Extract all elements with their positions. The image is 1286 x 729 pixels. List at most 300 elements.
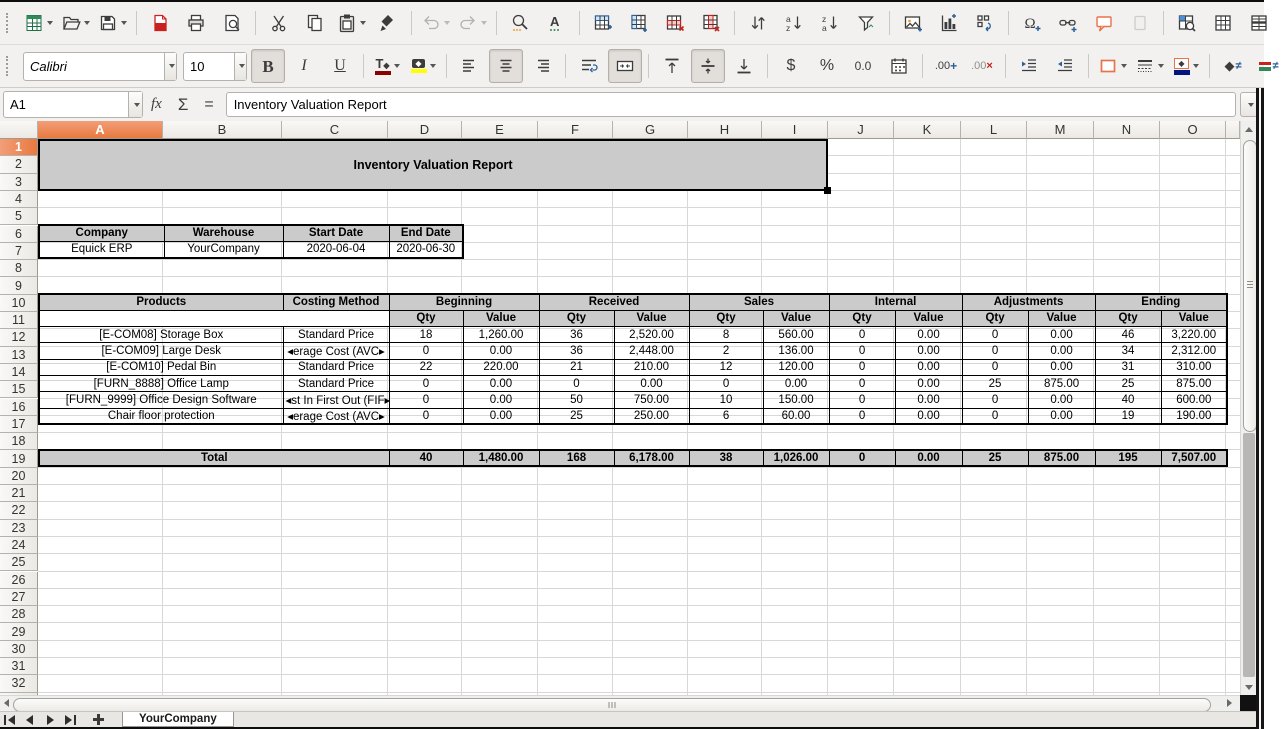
cell-value[interactable]: 21 <box>539 359 614 375</box>
merge-cells-button[interactable] <box>608 49 642 83</box>
cell[interactable]: Warehouse <box>164 225 283 241</box>
cell-costing-method[interactable]: Standard Price <box>283 375 389 391</box>
column-header-H[interactable]: H <box>688 121 762 139</box>
sub-header-cell[interactable]: Qty <box>539 310 614 326</box>
cell-value[interactable]: 46 <box>1095 327 1161 343</box>
cell-value[interactable]: 0 <box>829 375 895 391</box>
row-header-7[interactable]: 7 <box>0 243 38 260</box>
row-header-22[interactable]: 22 <box>0 502 38 519</box>
cell-value[interactable]: 310.00 <box>1161 359 1227 375</box>
font-size-combo[interactable] <box>183 52 247 81</box>
row-header-2[interactable]: 2 <box>0 156 38 173</box>
row-header-23[interactable]: 23 <box>0 520 38 537</box>
align-right-button[interactable] <box>525 49 559 83</box>
cell-value[interactable]: 875.00 <box>1028 375 1095 391</box>
selection-handle[interactable] <box>824 187 831 194</box>
grid-line <box>38 571 1240 572</box>
sort-button[interactable] <box>741 6 775 40</box>
cell-value[interactable]: 0 <box>539 375 614 391</box>
cell-value[interactable]: 2,448.00 <box>614 343 689 359</box>
grid-line <box>38 501 1240 502</box>
merged-title-cell[interactable]: Inventory Valuation Report <box>38 139 828 191</box>
row-header-16[interactable]: 16 <box>0 399 38 416</box>
font-color-button[interactable] <box>370 49 404 83</box>
insert-pivot-table-button[interactable] <box>968 6 1002 40</box>
insert-comment-button[interactable] <box>1087 6 1121 40</box>
open-button[interactable] <box>58 6 93 40</box>
row-header-6[interactable]: 6 <box>0 226 38 243</box>
cell-value[interactable]: 0 <box>389 392 463 408</box>
row-header-15[interactable]: 15 <box>0 381 38 398</box>
insert-column-button[interactable] <box>622 6 656 40</box>
cell-costing-method[interactable]: ◂st In First Out (FIF▸ <box>283 392 389 408</box>
cell-value[interactable]: 136.00 <box>763 343 829 359</box>
cell-value[interactable]: 0.00 <box>895 327 962 343</box>
cell-value[interactable]: 0 <box>962 327 1028 343</box>
row-header-32[interactable]: 32 <box>0 675 38 692</box>
number-format-button[interactable] <box>846 49 880 83</box>
row-header-9[interactable]: 9 <box>0 277 38 294</box>
cell-value[interactable]: 0 <box>829 408 895 424</box>
function-wizard-icon[interactable]: fx <box>151 96 162 112</box>
center-vertically-button[interactable] <box>691 49 725 83</box>
date-format-button[interactable] <box>882 49 916 83</box>
name-box[interactable] <box>3 91 143 118</box>
cell-value[interactable]: 750.00 <box>614 392 689 408</box>
column-header-M[interactable]: M <box>1027 121 1094 139</box>
column-header-K[interactable]: K <box>894 121 961 139</box>
cell-value[interactable]: 19 <box>1095 408 1161 424</box>
sub-header-cell[interactable]: Value <box>763 310 829 326</box>
cell-value[interactable]: 0.00 <box>1028 343 1095 359</box>
align-left-button[interactable] <box>453 49 487 83</box>
cell-product[interactable]: [E-COM09] Large Desk <box>39 343 283 359</box>
chevron-down-icon[interactable] <box>481 21 487 25</box>
borders-button[interactable] <box>1095 49 1130 83</box>
font-name-dropdown[interactable] <box>164 53 176 80</box>
sub-header-cell[interactable]: Value <box>463 310 539 326</box>
first-sheet-button[interactable] <box>0 712 20 727</box>
column-header-O[interactable]: O <box>1160 121 1226 139</box>
cell-product[interactable]: [FURN_9999] Office Design Software <box>39 392 283 408</box>
sum-icon[interactable]: Σ <box>177 94 189 114</box>
cell-total-value[interactable]: 875.00 <box>1028 450 1095 466</box>
horizontal-scrollbar[interactable] <box>0 695 1240 711</box>
scroll-down-button[interactable] <box>1242 679 1256 695</box>
column-header-G[interactable]: G <box>613 121 688 139</box>
freeze-panes-button[interactable] <box>1206 6 1240 40</box>
column-header-J[interactable]: J <box>828 121 894 139</box>
scroll-left-button[interactable] <box>0 696 12 710</box>
column-header-L[interactable]: L <box>961 121 1027 139</box>
row-header-21[interactable]: 21 <box>0 485 38 502</box>
border-style-button[interactable] <box>1132 49 1167 83</box>
conditional-format-button[interactable] <box>1252 49 1286 83</box>
cell-value[interactable]: 0.00 <box>463 408 539 424</box>
cell-total-value[interactable]: 168 <box>539 450 614 466</box>
cell-value[interactable]: 3,220.00 <box>1161 327 1227 343</box>
row-header-3[interactable]: 3 <box>0 174 38 191</box>
cell-value[interactable]: 0 <box>389 375 463 391</box>
cell-total-value[interactable]: 25 <box>962 450 1028 466</box>
print-icon <box>186 13 206 33</box>
group-header-cell[interactable]: Products <box>39 294 283 310</box>
next-sheet-button[interactable] <box>40 712 60 727</box>
row-header-19[interactable]: 19 <box>0 450 38 467</box>
cell-value[interactable]: 0 <box>962 359 1028 375</box>
wrap-text-icon <box>579 56 599 76</box>
highlight-color-button[interactable] <box>406 49 440 83</box>
sort-ascending-button[interactable] <box>777 6 811 40</box>
column-header-A[interactable]: A <box>38 121 163 139</box>
group-header-cell[interactable]: Internal <box>829 294 962 310</box>
cell[interactable]: Equick ERP <box>39 241 164 257</box>
cell-product[interactable]: [E-COM10] Pedal Bin <box>39 359 283 375</box>
horizontal-scroll-thumb[interactable] <box>13 698 1211 712</box>
cell-total-value[interactable]: 195 <box>1095 450 1161 466</box>
select-all-corner[interactable] <box>0 121 38 139</box>
sub-header-cell[interactable]: Qty <box>689 310 763 326</box>
chevron-down-icon[interactable] <box>47 21 53 25</box>
cell-value[interactable]: 1,260.00 <box>463 327 539 343</box>
cell-product[interactable]: [FURN_8888] Office Lamp <box>39 375 283 391</box>
chevron-down-icon[interactable] <box>430 64 436 68</box>
sub-header-cell[interactable]: Value <box>1028 310 1095 326</box>
chevron-down-icon[interactable] <box>121 21 127 25</box>
add-decimal-button[interactable] <box>929 49 963 83</box>
report-table <box>38 293 1228 425</box>
cell-value[interactable]: 120.00 <box>763 359 829 375</box>
cell-total-value[interactable]: 0.00 <box>895 450 962 466</box>
row-header-24[interactable]: 24 <box>0 537 38 554</box>
new-spreadsheet-icon <box>24 13 44 33</box>
cell-value[interactable]: 600.00 <box>1161 392 1227 408</box>
row-header-25[interactable]: 25 <box>0 554 38 571</box>
cell-costing-method[interactable]: Standard Price <box>283 359 389 375</box>
paste-button[interactable] <box>334 6 369 40</box>
cell-value[interactable]: 40 <box>1095 392 1161 408</box>
row-header-20[interactable]: 20 <box>0 468 38 485</box>
cell-value[interactable]: 0.00 <box>614 375 689 391</box>
find-replace-button[interactable] <box>503 6 537 40</box>
background-color-button[interactable] <box>1169 49 1203 83</box>
cell-value[interactable]: 2 <box>689 343 763 359</box>
equals-icon[interactable]: = <box>204 95 214 113</box>
toolbar-separator <box>363 54 364 78</box>
autofilter-button[interactable] <box>849 6 883 40</box>
cell-total-value[interactable]: 38 <box>689 450 763 466</box>
chevron-down-icon[interactable] <box>394 64 400 68</box>
toolbar-grip-handle[interactable] <box>6 13 15 33</box>
cell-value[interactable]: 34 <box>1095 343 1161 359</box>
cell-value[interactable]: 0.00 <box>1028 392 1095 408</box>
cell-value[interactable]: 10 <box>689 392 763 408</box>
vertical-scroll-track[interactable] <box>1243 433 1255 677</box>
row-header-30[interactable]: 30 <box>0 641 38 658</box>
cell-value[interactable]: 0 <box>829 392 895 408</box>
special-character-button[interactable] <box>1015 6 1049 40</box>
grid-line <box>38 674 1240 675</box>
decrease-indent-button[interactable] <box>1048 49 1082 83</box>
cell-costing-method[interactable]: ◂erage Cost (AVC▸ <box>283 408 389 424</box>
cell-value[interactable]: 2,520.00 <box>614 327 689 343</box>
cell-value[interactable]: 22 <box>389 359 463 375</box>
cell-value[interactable]: 36 <box>539 327 614 343</box>
show-draw-functions-button[interactable] <box>1123 6 1157 40</box>
cell[interactable]: 2020-06-04 <box>283 241 389 257</box>
row-header-10[interactable]: 10 <box>0 295 38 312</box>
row-header-29[interactable]: 29 <box>0 623 38 640</box>
insert-image-button[interactable] <box>896 6 930 40</box>
cell[interactable]: End Date <box>389 225 463 241</box>
currency-button[interactable] <box>774 49 808 83</box>
cell[interactable]: YourCompany <box>164 241 283 257</box>
save-button[interactable] <box>95 6 130 40</box>
undo-button[interactable] <box>418 6 453 40</box>
column-header-partial[interactable] <box>1226 121 1240 139</box>
sort-descending-button[interactable] <box>813 6 847 40</box>
cell-value[interactable]: 0.00 <box>895 408 962 424</box>
chevron-down-icon[interactable] <box>444 21 450 25</box>
cell-value[interactable]: 0.00 <box>463 392 539 408</box>
delete-row-button[interactable] <box>658 6 692 40</box>
column-header-F[interactable]: F <box>538 121 613 139</box>
cell-reference-input[interactable] <box>4 92 128 117</box>
cell-value[interactable]: 0.00 <box>763 375 829 391</box>
cell-value[interactable]: 0 <box>829 359 895 375</box>
copy-button[interactable] <box>298 6 332 40</box>
toolbar-separator <box>411 11 412 35</box>
cell-value[interactable]: 0 <box>829 343 895 359</box>
vertical-scroll-thumb[interactable] <box>1243 140 1257 432</box>
column-header-E[interactable]: E <box>462 121 538 139</box>
cut-button[interactable] <box>262 6 296 40</box>
cell-value[interactable]: 0.00 <box>895 359 962 375</box>
cell[interactable]: Company <box>39 225 164 241</box>
cell-total-label[interactable]: Total <box>39 450 389 466</box>
row-header-13[interactable]: 13 <box>0 347 38 364</box>
delete-decimal-button[interactable] <box>965 49 999 83</box>
group-header-cell[interactable]: Costing Method <box>283 294 389 310</box>
cell-value[interactable]: 0.00 <box>1028 359 1095 375</box>
vertical-scrollbar[interactable] <box>1240 121 1256 695</box>
insert-chart-button[interactable] <box>932 6 966 40</box>
sub-header-cell[interactable]: Value <box>1161 310 1227 326</box>
cell-value[interactable]: 8 <box>689 327 763 343</box>
toolbar-separator <box>922 54 923 78</box>
last-sheet-button[interactable] <box>60 712 80 727</box>
chevron-down-icon[interactable] <box>1158 64 1164 68</box>
chevron-down-icon[interactable] <box>360 21 366 25</box>
cell-value[interactable]: 25 <box>539 408 614 424</box>
font-size-dropdown[interactable] <box>234 53 246 80</box>
row-header-5[interactable]: 5 <box>0 208 38 225</box>
cell-value[interactable]: 18 <box>389 327 463 343</box>
cell-value[interactable]: 0.00 <box>463 375 539 391</box>
delete-column-icon <box>701 13 721 33</box>
column-header-B[interactable]: B <box>163 121 282 139</box>
cell-value[interactable]: 0 <box>962 408 1028 424</box>
align-bottom-button[interactable] <box>727 49 761 83</box>
cell-value[interactable]: 0 <box>389 343 463 359</box>
svg-text:a: a <box>786 14 791 24</box>
redo-button[interactable] <box>455 6 490 40</box>
arrow-up-icon <box>1245 127 1253 132</box>
group-header-cell[interactable]: Beginning <box>389 294 539 310</box>
clone-formatting-icon <box>378 13 398 33</box>
cell-value[interactable]: 210.00 <box>614 359 689 375</box>
row-header-27[interactable]: 27 <box>0 589 38 606</box>
italic-button[interactable] <box>287 49 321 83</box>
print-area-button[interactable] <box>1170 6 1204 40</box>
print-button[interactable] <box>179 6 213 40</box>
formula-bar <box>0 88 1264 122</box>
cell[interactable]: Start Date <box>283 225 389 241</box>
font-size-input[interactable] <box>184 53 234 80</box>
cell-value[interactable]: 0.00 <box>895 375 962 391</box>
spreadsheet-grid[interactable] <box>0 121 1240 695</box>
background-color-icon: ◆ <box>1174 58 1190 75</box>
chevron-down-icon <box>169 64 175 68</box>
cell-product[interactable]: [E-COM08] Storage Box <box>39 327 283 343</box>
clone-formatting-button[interactable] <box>371 6 405 40</box>
font-name-combo[interactable] <box>23 52 177 81</box>
sub-header-cell[interactable]: Qty <box>389 310 463 326</box>
cell-value[interactable]: 0.00 <box>895 392 962 408</box>
underline-button[interactable] <box>323 49 357 83</box>
row-header-11[interactable]: 11 <box>0 312 38 329</box>
column-header-D[interactable]: D <box>388 121 462 139</box>
sub-header-cell[interactable]: Qty <box>962 310 1028 326</box>
chevron-down-icon[interactable] <box>84 21 90 25</box>
row-header-18[interactable]: 18 <box>0 433 38 450</box>
row-header-26[interactable]: 26 <box>0 572 38 589</box>
spelling-icon <box>546 13 566 33</box>
row-header-12[interactable]: 12 <box>0 329 38 346</box>
name-box-dropdown[interactable] <box>128 92 142 117</box>
cell-value[interactable]: 875.00 <box>1161 375 1227 391</box>
cell-value[interactable]: 0.00 <box>1028 327 1095 343</box>
cell-total-value[interactable]: 1,026.00 <box>763 450 829 466</box>
cell-value[interactable]: 220.00 <box>463 359 539 375</box>
increase-indent-button[interactable] <box>1012 49 1046 83</box>
print-preview-button[interactable] <box>215 6 249 40</box>
insert-row-button[interactable] <box>586 6 620 40</box>
cell-total-value[interactable]: 1,480.00 <box>463 450 539 466</box>
grid-line <box>38 692 1240 693</box>
cell-value[interactable]: 25 <box>962 375 1028 391</box>
row-header-31[interactable]: 31 <box>0 658 38 675</box>
currency-icon: $ <box>786 57 796 74</box>
cell-value[interactable]: 0.00 <box>463 343 539 359</box>
toolbar-separator <box>1209 54 1210 78</box>
cell-value[interactable]: 0 <box>389 408 463 424</box>
align-center-button[interactable] <box>489 49 523 83</box>
cell-value[interactable]: 60.00 <box>763 408 829 424</box>
cell[interactable]: 2020-06-30 <box>389 241 463 257</box>
sub-header-cell[interactable]: Qty <box>829 310 895 326</box>
column-header-N[interactable]: N <box>1094 121 1160 139</box>
group-header-cell[interactable]: Adjustments <box>962 294 1095 310</box>
sheet-tab-yourcompany[interactable]: YourCompany <box>122 712 234 727</box>
row-header-28[interactable]: 28 <box>0 606 38 623</box>
chevron-down-icon[interactable] <box>1193 64 1199 68</box>
delete-column-button[interactable] <box>694 6 728 40</box>
cell-value[interactable]: 31 <box>1095 359 1161 375</box>
export-pdf-button[interactable] <box>143 6 177 40</box>
insert-comment-icon <box>1094 13 1114 33</box>
formula-input-line[interactable] <box>226 92 1236 117</box>
cell-value[interactable]: 12 <box>689 359 763 375</box>
bold-button[interactable] <box>251 49 285 83</box>
cell-value[interactable]: 250.00 <box>614 408 689 424</box>
sub-header-cell[interactable]: Qty <box>1095 310 1161 326</box>
toolbar-grip-handle[interactable] <box>6 56 15 76</box>
cell-value[interactable]: 0 <box>829 327 895 343</box>
cell-value[interactable]: 0 <box>962 343 1028 359</box>
group-header-cell[interactable]: Received <box>539 294 689 310</box>
cell-value[interactable]: 560.00 <box>763 327 829 343</box>
row-header-8[interactable]: 8 <box>0 260 38 277</box>
group-header-cell[interactable]: Sales <box>689 294 829 310</box>
cell-product[interactable]: Chair floor protection <box>39 408 283 424</box>
cell-value[interactable]: 0.00 <box>1028 408 1095 424</box>
chevron-down-icon[interactable] <box>1121 64 1127 68</box>
conditional-color-button[interactable] <box>1216 49 1250 83</box>
row-header-14[interactable]: 14 <box>0 364 38 381</box>
wrap-text-button[interactable] <box>572 49 606 83</box>
cell-value[interactable]: 25 <box>1095 375 1161 391</box>
cell-total-value[interactable]: 7,507.00 <box>1161 450 1227 466</box>
cell-total-value[interactable]: 0 <box>829 450 895 466</box>
column-header-C[interactable]: C <box>282 121 388 139</box>
split-window-button[interactable] <box>1242 6 1276 40</box>
cell-value[interactable]: 150.00 <box>763 392 829 408</box>
cell-costing-method[interactable]: Standard Price <box>283 327 389 343</box>
cell-value[interactable]: 190.00 <box>1161 408 1227 424</box>
previous-sheet-button[interactable] <box>20 712 40 727</box>
spelling-button[interactable] <box>539 6 573 40</box>
align-top-button[interactable] <box>655 49 689 83</box>
group-header-cell[interactable]: Ending <box>1095 294 1227 310</box>
cell-total-value[interactable]: 40 <box>389 450 463 466</box>
font-name-input[interactable] <box>24 53 164 80</box>
column-header-I[interactable]: I <box>762 121 828 139</box>
percent-button[interactable] <box>810 49 844 83</box>
cell-total-value[interactable]: 6,178.00 <box>614 450 689 466</box>
hyperlink-button[interactable] <box>1051 6 1085 40</box>
cell-value[interactable]: 0 <box>689 375 763 391</box>
row-header-4[interactable]: 4 <box>0 191 38 208</box>
grid-line <box>38 536 1240 537</box>
add-sheet-button[interactable] <box>88 712 108 727</box>
cell-value[interactable]: 2,312.00 <box>1161 343 1227 359</box>
cell[interactable] <box>39 310 389 326</box>
new-spreadsheet-button[interactable] <box>21 6 56 40</box>
sub-header-cell[interactable]: Value <box>895 310 962 326</box>
row-header-1[interactable]: 1 <box>0 139 38 156</box>
cell-value[interactable]: 50 <box>539 392 614 408</box>
cell-value[interactable]: 0 <box>962 392 1028 408</box>
cell-value[interactable]: 0.00 <box>895 343 962 359</box>
cell-value[interactable]: 36 <box>539 343 614 359</box>
sub-header-cell[interactable]: Value <box>614 310 689 326</box>
scroll-up-button[interactable] <box>1242 121 1256 137</box>
row-header-17[interactable]: 17 <box>0 416 38 433</box>
cell-costing-method[interactable]: ◂erage Cost (AVC▸ <box>283 343 389 359</box>
scroll-right-button[interactable] <box>1222 696 1236 710</box>
cell-value[interactable]: 6 <box>689 408 763 424</box>
